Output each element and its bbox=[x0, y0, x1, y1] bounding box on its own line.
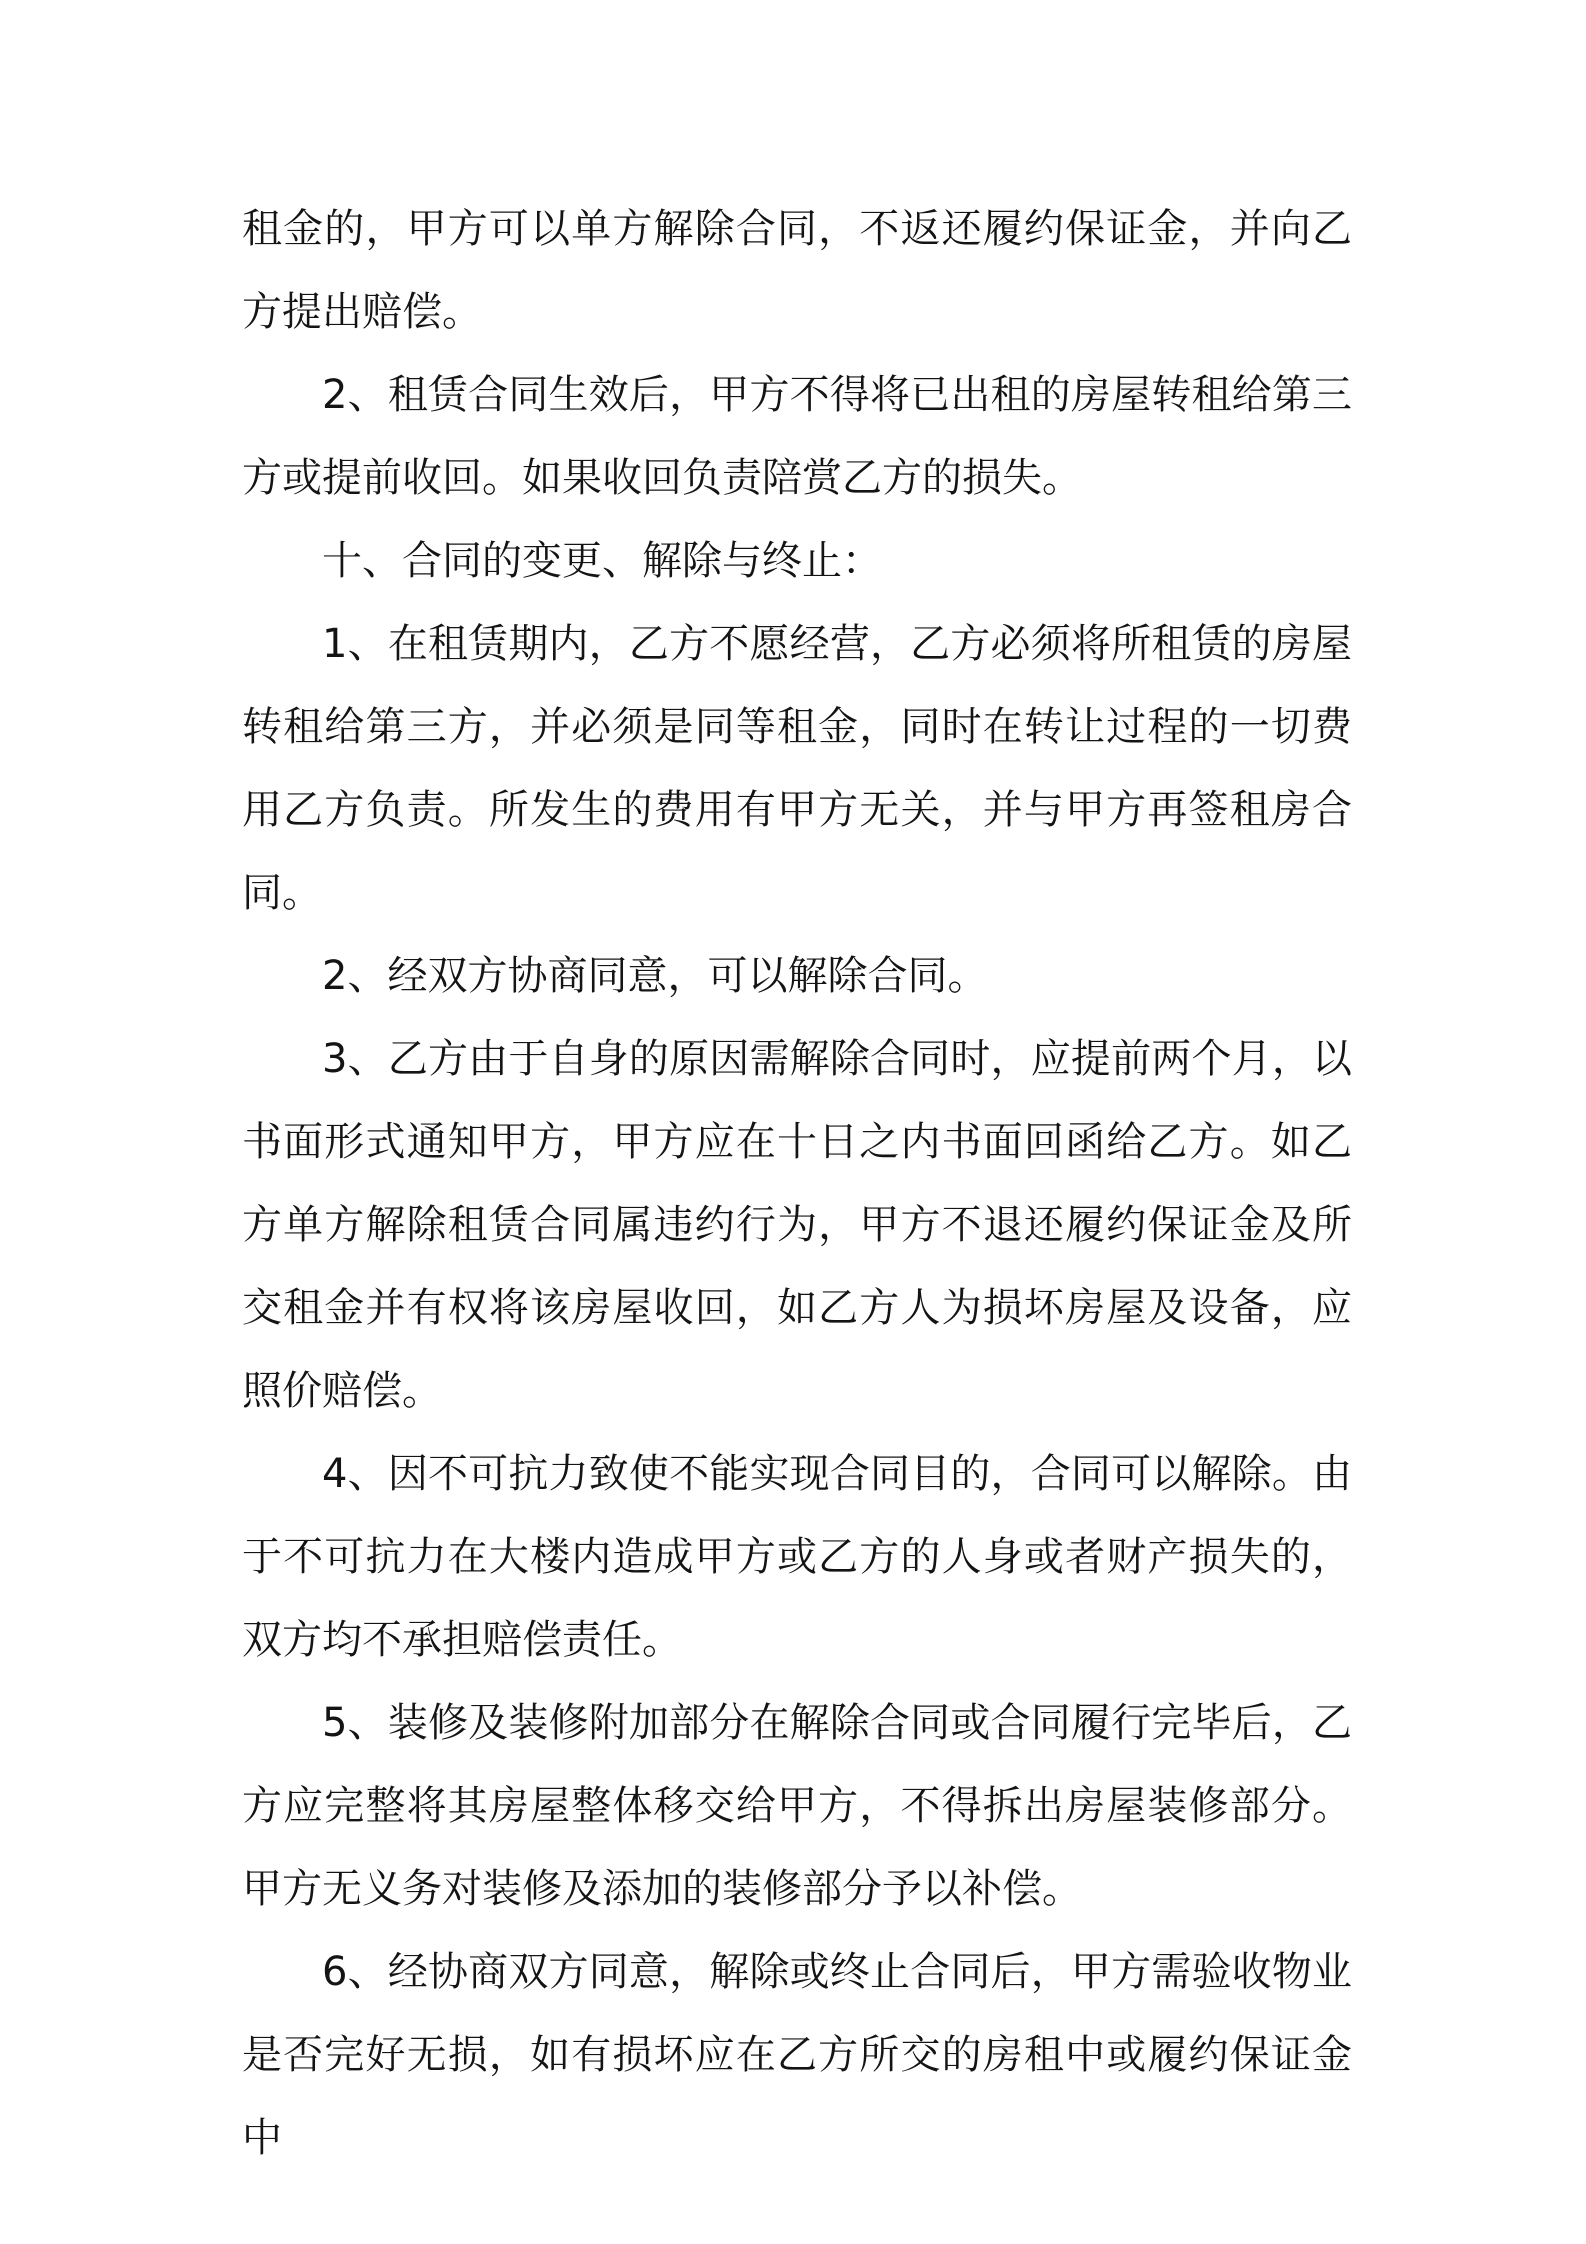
contract-text bbox=[242, 188, 1352, 2180]
paragraph-clause-1-transfer: 1、在租赁期内，乙方不愿经营，乙方必须将所租赁的房屋转租给第三方，并必须是同等租金，同时在转让过程的一切费用乙方负责。所发生的费用有甲方无关，并与甲方再签租房合同。 bbox=[242, 621, 1352, 916]
paragraph-clause-5-decoration: 5、装修及装修附加部分在解除合同或合同履行完毕后，乙方应完整将其房屋整体移交给甲方，不得拆出房屋装修部分。甲方无义务对装修及添加的装修部分予以补偿。 bbox=[242, 1700, 1352, 1912]
paragraph-clause-3-termination: 3、乙方由于自身的原因需解除合同时，应提前两个月，以书面形式通知甲方，甲方应在十日之内书面回函给乙方。如乙方单方解除租赁合同属违约行为，甲方不退还履约保证金及所交租金并有权将该房屋收回，如乙方人为损坏房屋及设备，应照价赔偿。 bbox=[242, 1036, 1352, 1414]
paragraph-clause-2-sublease: 2、租赁合同生效后，甲方不得将已出租的房屋转租给第三方或提前收回。如果收回负责陪赏乙方的损失。 bbox=[242, 372, 1352, 501]
paragraph-clause-2-mutual: 2、经双方协商同意，可以解除合同。 bbox=[322, 953, 988, 999]
paragraph-continuation: 租金的，甲方可以单方解除合同，不返还履约保证金，并向乙方提出赔偿。 bbox=[242, 206, 1352, 335]
paragraph-clause-6-inspection: 6、经协商双方同意，解除或终止合同后，甲方需验收物业是否完好无损，如有损坏应在乙方所交的房租中或履约保证金中 bbox=[242, 1949, 1352, 2161]
section-heading-10: 十、合同的变更、解除与终止： bbox=[322, 538, 882, 584]
paragraph-clause-4-force-majeure: 4、因不可抗力致使不能实现合同目的，合同可以解除。由于不可抗力在大楼内造成甲方或乙方的人身或者财产损失的，双方均不承担赔偿责任。 bbox=[242, 1451, 1352, 1663]
